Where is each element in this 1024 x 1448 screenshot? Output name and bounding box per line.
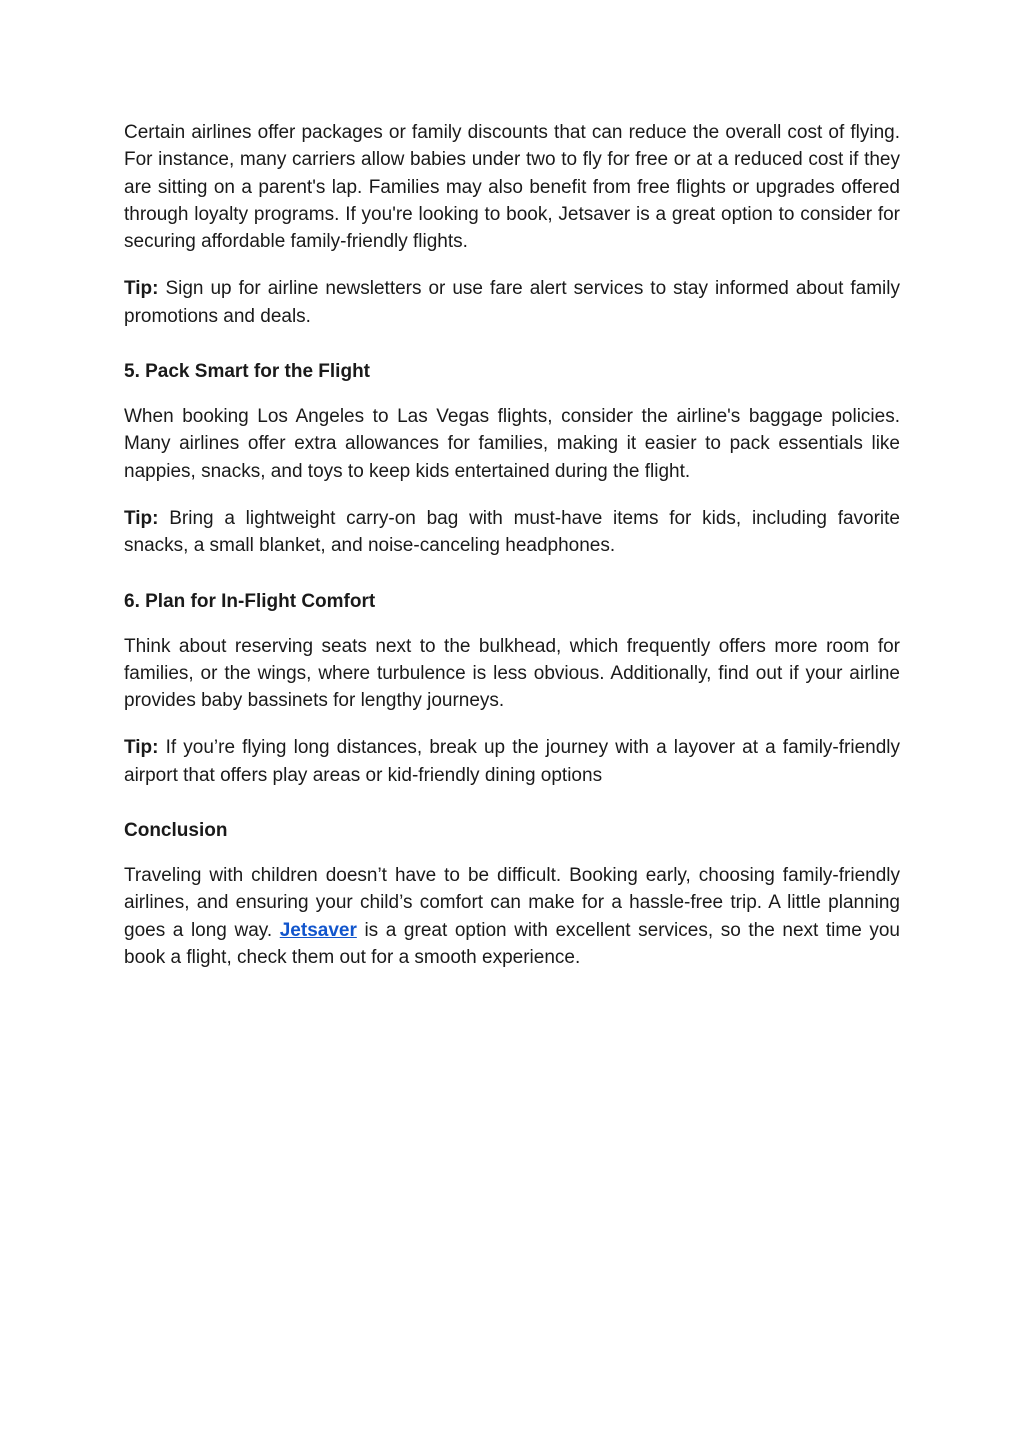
intro-paragraph: Certain airlines offer packages or family discounts that can reduce the overall cost of flying. For instance, many carriers allow babies under two to fly for free or at a reduced cost if they are sitting on a parent's lap. Families may also benefit from free flights or upgrades offered through loyalty programs. If you're looking to book, Jetsaver is a great option to consider for securing affordable family-friendly flights. (124, 122, 900, 253)
intro-tip (124, 275, 900, 330)
tip-text: Bring a lightweight carry-on bag with must-have items for kids, including favorite snacks, a small blanket, and noise-canceling headphones. (124, 507, 900, 557)
section-6-heading: 6. Plan for In-Flight Comfort (124, 590, 376, 612)
conclusion-text-before-link: Traveling with children doesn’t have to be difficult. Booking early, choosing family-friendly airlines, and ensuring your child’s comfort can make for a hassle-free trip. A little planning goes a long way. (124, 865, 900, 941)
section-6-tip (124, 734, 900, 789)
tip-text: If you’re flying long distances, break up the journey with a layover at a family-friendly airport that offers play areas or kid-friendly dining options (124, 737, 900, 786)
jetsaver-link[interactable]: Jetsaver (279, 919, 357, 941)
conclusion-paragraph (124, 862, 900, 971)
conclusion-text-after-link: is a great option with excellent services, so the next time you book a flight, check them out for a smooth experience. (124, 919, 900, 968)
tip-label: Tip: (124, 278, 159, 300)
section-5-paragraph: When booking Los Angeles to Las Vegas flights, consider the airline's baggage policies. Many airlines offer extra allowances for families, making it easier to pack essentials like nappies, snacks, and toys to keep kids entertained during the flight. (124, 406, 900, 482)
tip-label: Tip: (124, 737, 159, 759)
tip-label: Tip: (124, 507, 159, 529)
section-5-heading: 5. Pack Smart for the Flight (124, 361, 370, 383)
section-6-paragraph: Think about reserving seats next to the bulkhead, which frequently offers more room for families, or the wings, where turbulence is less obvious. Additionally, find out if your airline provides baby bassinets for lengthy journeys. (124, 635, 900, 712)
conclusion-heading: Conclusion (124, 820, 228, 842)
tip-text: Sign up for airline newsletters or use fare alert services to stay informed about family promotions and deals. (124, 278, 900, 327)
document-page (124, 119, 900, 991)
section-5-tip (124, 505, 900, 560)
